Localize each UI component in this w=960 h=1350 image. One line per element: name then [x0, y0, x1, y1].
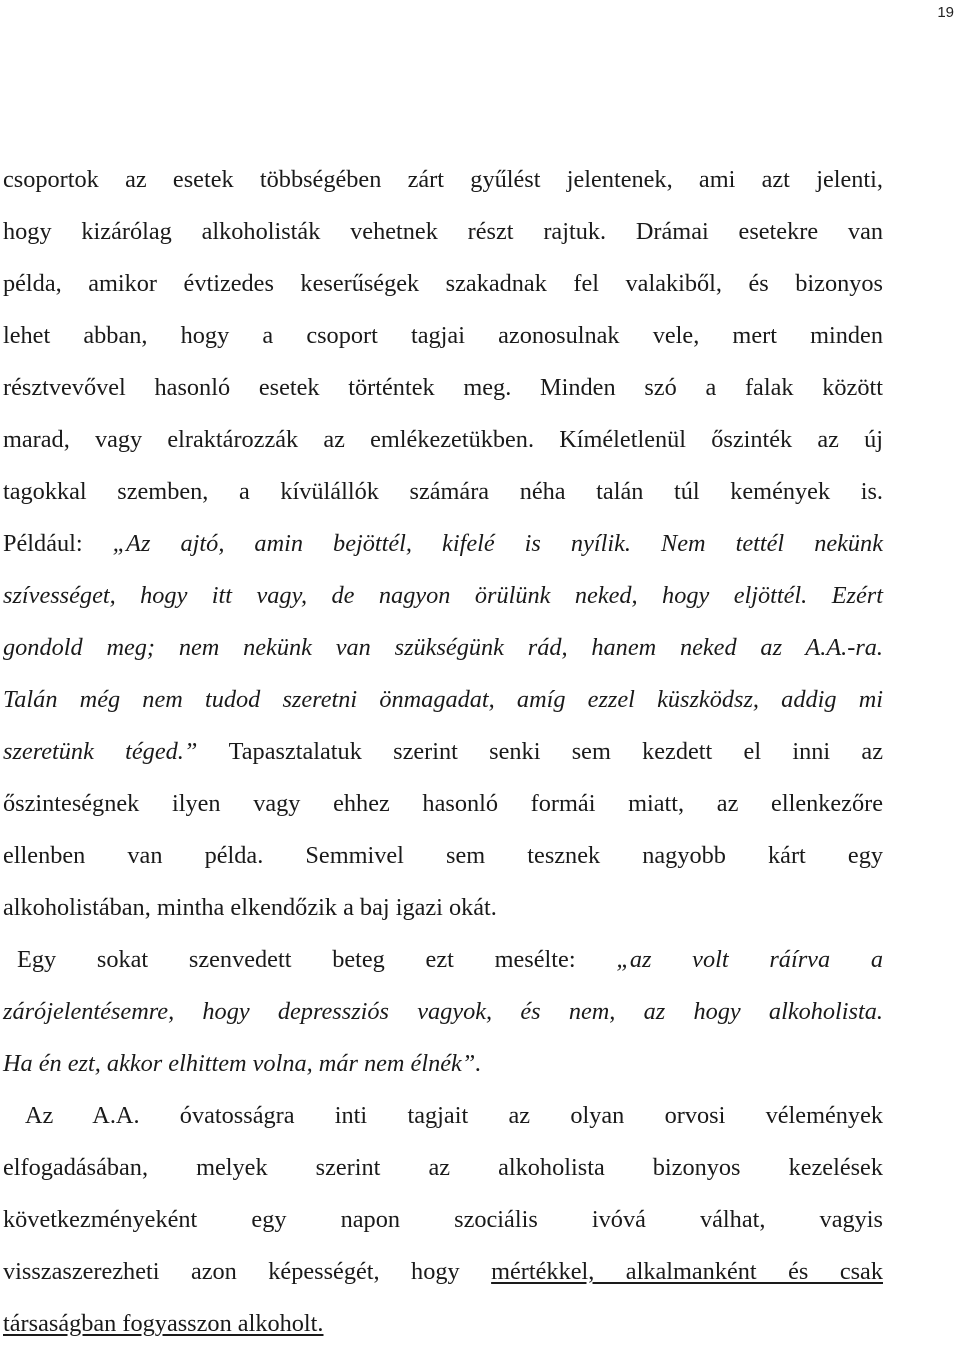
italic-text-segment: szívességet, hogy itt vagy, de nagyon örülünk neked, hogy eljöttél. Ezért: [3, 582, 883, 609]
text-line: [3, 830, 883, 882]
text-segment: hogy kizárólag alkoholisták vehetnek részt rajtuk. Drámai esetekre van: [3, 218, 883, 245]
text-line: [3, 258, 883, 310]
text-segment: Például:: [3, 530, 113, 557]
italic-text-segment: gondold meg; nem nekünk van szükségünk rád, hanem neked az A.A.-ra.: [3, 634, 883, 661]
text-line: [3, 1038, 883, 1090]
text-line: [3, 1298, 883, 1350]
page-number: 19: [937, 4, 954, 21]
text-line: [3, 362, 883, 414]
text-segment: Tapasztalatuk szerint senki sem kezdett el inni az: [228, 738, 883, 765]
text-line: [3, 778, 883, 830]
text-line: [3, 1090, 883, 1142]
text-line: [3, 622, 883, 674]
italic-text-segment: Ha én ezt, akkor elhittem volna, már nem élnék”.: [3, 1050, 482, 1077]
italic-text-segment: szeretünk téged.”: [3, 738, 229, 765]
text-line: [3, 518, 883, 570]
italic-text-segment: zárójelentésemre, hogy depressziós vagyok, és nem, az hogy alkoholista.: [3, 998, 883, 1025]
text-line: [3, 154, 883, 206]
text-line: [3, 466, 883, 518]
text-line: [3, 570, 883, 622]
text-segment: Egy sokat szenvedett beteg ezt mesélte:: [17, 946, 617, 973]
text-segment: ellenben van példa. Semmivel sem tesznek nagyobb kárt egy: [3, 842, 883, 869]
text-line: [3, 310, 883, 362]
text-segment: csoportok az esetek többségében zárt gyűlést jelentenek, ami azt jelenti,: [3, 166, 883, 193]
text-segment: résztvevővel hasonló esetek történtek meg. Minden szó a falak között: [3, 374, 883, 401]
document-body: [3, 154, 883, 1350]
text-segment: tagokkal szemben, a kívülállók számára néha talán túl kemények is.: [3, 478, 883, 505]
text-line: [3, 414, 883, 466]
text-line: [3, 934, 883, 986]
text-segment: őszinteségnek ilyen vagy ehhez hasonló formái miatt, az ellenkezőre: [3, 790, 883, 817]
text-segment: visszaszerezheti azon képességét, hogy: [3, 1258, 492, 1285]
text-segment: Az A.A. óvatosságra inti tagjait az olyan orvosi vélemények: [25, 1102, 883, 1129]
text-segment: marad, vagy elraktározzák az emlékezetükben. Kíméletlenül őszinték az új: [3, 426, 883, 453]
text-line: [3, 1142, 883, 1194]
underline-text-segment: mértékkel, alkalmanként és csak: [491, 1258, 883, 1285]
italic-text-segment: „Az ajtó, amin bejöttél, kifelé is nyílik. Nem tettél nekünk: [112, 530, 883, 557]
text-line: [3, 726, 883, 778]
text-line: [3, 674, 883, 726]
text-segment: elfogadásában, melyek szerint az alkoholista bizonyos kezelések: [3, 1154, 883, 1181]
text-line: [3, 1194, 883, 1246]
underline-text-segment: társaságban fogyasszon alkoholt.: [3, 1310, 324, 1337]
text-segment: lehet abban, hogy a csoport tagjai azonosulnak vele, mert minden: [3, 322, 883, 349]
italic-text-segment: Talán még nem tudod szeretni önmagadat, amíg ezzel küszködsz, addig mi: [3, 686, 883, 713]
text-line: [3, 206, 883, 258]
text-line: [3, 1246, 883, 1298]
text-line: [3, 986, 883, 1038]
text-segment: következményeként egy napon szociális ivóvá válhat, vagyis: [3, 1206, 883, 1233]
text-line: [3, 882, 883, 934]
text-segment: alkoholistában, mintha elkendőzik a baj igazi okát.: [3, 894, 497, 921]
italic-text-segment: „az volt ráírva a: [616, 946, 883, 973]
text-segment: példa, amikor évtizedes keserűségek szakadnak fel valakiből, és bizonyos: [3, 270, 883, 297]
